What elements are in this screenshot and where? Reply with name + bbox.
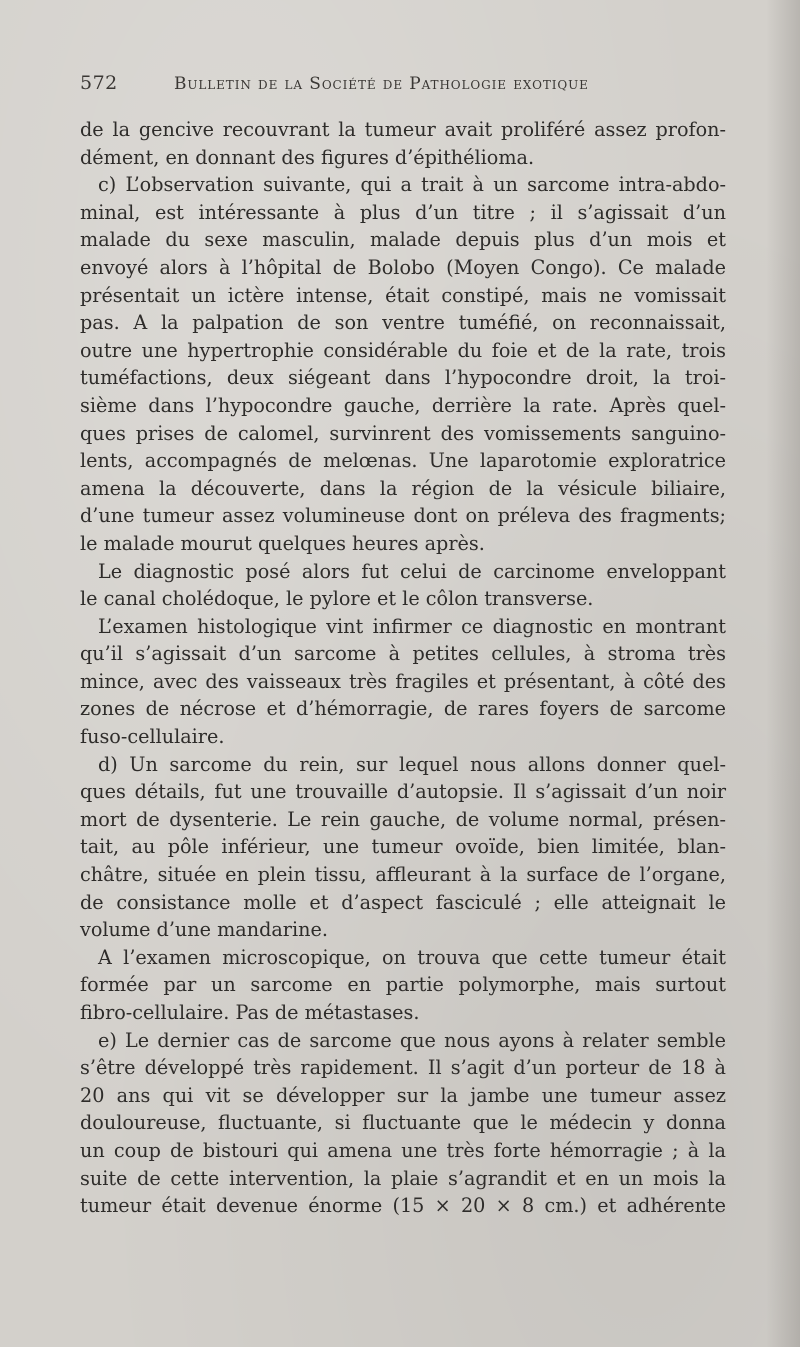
text-line: de la gencive recouvrant la tumeur avait proliféré assez profon- <box>80 118 726 141</box>
text-line: formée par un sarcome en partie polymorphe, mais surtout <box>80 973 726 997</box>
text-line: Le diagnostic posé alors fut celui de carcinome enveloppant <box>98 559 726 583</box>
text-line: dément, en donnant des figures d’épithélioma. <box>80 145 535 169</box>
text-line: fibro-cellulaire. Pas de métastases. <box>80 1001 420 1024</box>
text-line: un coup de bistouri qui amena une très forte hémorragie ; à la <box>80 1138 726 1162</box>
text-line: d’une tumeur assez volumineuse dont on préleva des fragments; <box>80 504 726 528</box>
text-line: tuméfactions, deux siégeant dans l’hypocondre droit, la troi- <box>80 366 726 390</box>
text-line: zones de nécrose et d’hémorragie, de rares foyers de sarcome <box>80 697 726 721</box>
text-line: tait, au pôle inférieur, une tumeur ovoïde, bien limitée, blan- <box>80 835 726 859</box>
text-line: 20 ans qui vit se développer sur la jambe une tumeur assez <box>80 1083 726 1107</box>
text-line: suite de cette intervention, la plaie s’agrandit et en un mois la <box>80 1166 726 1190</box>
text-line: L’examen histologique vint infirmer ce diagnostic en montrant <box>98 614 726 638</box>
text-line: s’être développé très rapidement. Il s’agit d’un porteur de 18 à <box>80 1056 726 1080</box>
text-line: pas. A la palpation de son ventre tuméfié, on reconnaissait, <box>80 311 726 335</box>
text-line: le canal cholédoque, le pylore et le côlon transverse. <box>80 587 594 611</box>
journal-title: Bulletin de la Société de Pathologie exotique <box>174 74 589 94</box>
text-line: ques détails, fut une trouvaille d’autopsie. Il s’agissait d’un noir <box>80 780 726 804</box>
text-line: outre une hypertrophie considérable du foie et de la rate, trois <box>80 338 726 362</box>
text-line: e) Le dernier cas de sarcome que nous ayons à relater semble <box>98 1028 726 1052</box>
text-line: malade du sexe masculin, malade depuis plus d’un mois et <box>80 228 726 252</box>
text-line: fuso-cellulaire. <box>80 725 225 749</box>
text-line: volume d’une mandarine. <box>80 918 328 942</box>
page-edge-shadow <box>766 0 800 1347</box>
body-text <box>80 116 726 1220</box>
text-line: d) Un sarcome du rein, sur lequel nous allons donner quel- <box>98 752 726 776</box>
text-line: envoyé alors à l’hôpital de Bolobo (Moyen Congo). Ce malade <box>80 255 726 279</box>
text-line: sième dans l’hypocondre gauche, derrière la rate. Après quel- <box>80 393 726 417</box>
text-line: ques prises de calomel, survinrent des vomissements sanguino- <box>80 421 726 445</box>
text-line: le malade mourut quelques heures après. <box>80 531 485 555</box>
text-line: minal, est intéressante à plus d’un titre ; il s’agissait d’un <box>80 200 726 224</box>
text-line: châtre, située en plein tissu, affleurant à la surface de l’organe, <box>80 863 726 887</box>
text-line: de consistance molle et d’aspect fasciculé ; elle atteignait le <box>80 890 726 914</box>
text-line: mort de dysenterie. Le rein gauche, de volume normal, présen- <box>80 807 726 831</box>
text-line: c) L’observation suivante, qui a trait à un sarcome intra-abdo- <box>98 173 726 197</box>
text-line: lents, accompagnés de melœnas. Une laparotomie exploratrice <box>80 449 726 473</box>
running-head <box>80 72 720 100</box>
text-line: présentait un ictère intense, était constipé, mais ne vomissait <box>80 283 726 307</box>
text-line: A l’examen microscopique, on trouva que cette tumeur était <box>98 945 726 969</box>
text-line: tumeur était devenue énorme (15 × 20 × 8 cm.) et adhérente <box>80 1194 726 1218</box>
text-line: douloureuse, fluctuante, si fluctuante que le médecin y donna <box>80 1111 726 1135</box>
text-line: qu’il s’agissait d’un sarcome à petites cellules, à stroma très <box>80 642 726 666</box>
text-line: mince, avec des vaisseaux très fragiles et présentant, à côté des <box>80 669 726 693</box>
page-number: 572 <box>80 72 118 94</box>
text-line: amena la découverte, dans la région de la vésicule biliaire, <box>80 476 726 500</box>
